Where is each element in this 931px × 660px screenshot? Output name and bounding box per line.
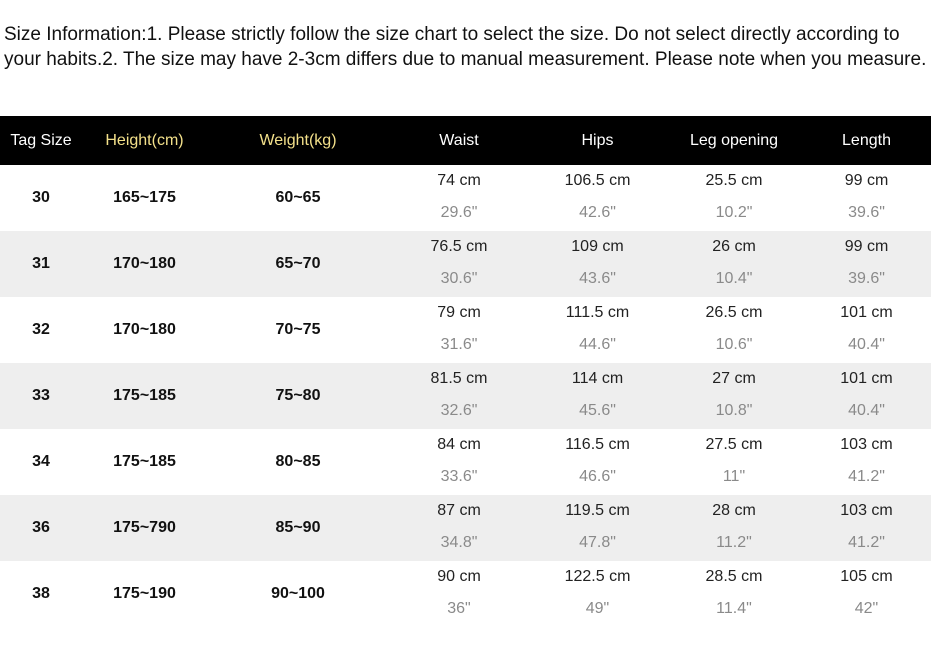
measurement-stack <box>666 297 802 363</box>
waist-cell <box>389 297 529 363</box>
cm-value: 76.5 cm <box>430 238 488 255</box>
inch-value: 44.6" <box>579 336 616 353</box>
tag-size-cell: 38 <box>32 585 50 602</box>
leg-opening-cell <box>666 165 802 231</box>
cm-value: 87 cm <box>437 502 481 519</box>
height-cell: 175~790 <box>113 519 176 536</box>
table-row <box>0 297 931 363</box>
cm-value: 114 cm <box>571 370 624 387</box>
measurement-stack <box>529 495 666 561</box>
height-cell: 165~175 <box>113 189 176 206</box>
height-cell: 175~185 <box>113 453 176 470</box>
tag-size-cell: 30 <box>32 189 50 206</box>
inch-value: 40.4" <box>848 336 885 353</box>
length-cell <box>802 495 931 561</box>
measurement-stack <box>389 363 529 429</box>
cm-value: 109 cm <box>571 238 624 255</box>
measurement-stack <box>529 165 666 231</box>
header-leg-opening: Leg opening <box>689 131 779 149</box>
cm-value: 119.5 cm <box>565 502 630 519</box>
inch-value: 41.2" <box>848 468 885 485</box>
table-row <box>0 429 931 495</box>
inch-value: 42" <box>854 600 879 617</box>
measurement-stack <box>802 363 931 429</box>
tag-size-cell: 36 <box>32 519 50 536</box>
cm-value: 116.5 cm <box>565 436 630 453</box>
cm-value: 28 cm <box>712 502 756 519</box>
measurement-stack <box>529 429 666 495</box>
inch-value: 34.8" <box>440 534 478 551</box>
inch-value: 42.6" <box>579 204 616 221</box>
cm-value: 27.5 cm <box>705 436 763 453</box>
cm-value: 105 cm <box>840 568 893 585</box>
table-row <box>0 363 931 429</box>
length-cell <box>802 561 931 627</box>
hips-cell <box>529 297 666 363</box>
inch-value: 30.6" <box>440 270 478 287</box>
header-height: Height(cm) <box>105 131 184 149</box>
height-cell: 170~180 <box>113 321 176 338</box>
tag-size-cell: 32 <box>32 321 50 338</box>
waist-cell <box>389 165 529 231</box>
measurement-stack <box>389 231 529 297</box>
header-hips: Hips <box>581 131 614 149</box>
length-cell <box>802 231 931 297</box>
table-row <box>0 165 931 231</box>
leg-opening-cell <box>666 363 802 429</box>
leg-opening-cell <box>666 297 802 363</box>
cm-value: 79 cm <box>437 304 481 321</box>
cm-value: 84 cm <box>437 436 481 453</box>
inch-value: 10.6" <box>715 336 753 353</box>
measurement-stack <box>802 231 931 297</box>
cm-value: 99 cm <box>844 238 889 255</box>
size-table <box>0 116 931 627</box>
measurement-stack <box>802 429 931 495</box>
measurement-stack <box>529 363 666 429</box>
header-tag-size: Tag Size <box>10 131 72 149</box>
table-row <box>0 231 931 297</box>
leg-opening-cell <box>666 495 802 561</box>
measurement-stack <box>389 495 529 561</box>
size-information-text: Size Information:1. Please strictly follow the size chart to select the size. Do not select directly according to your habits.2. The size may have 2-3cm differs due to manual measurement. Please note when you measure. <box>4 24 927 70</box>
inch-value: 39.6" <box>848 204 885 221</box>
cm-value: 101 cm <box>840 370 893 387</box>
length-cell <box>802 297 931 363</box>
hips-cell <box>529 495 666 561</box>
inch-value: 33.6" <box>440 468 478 485</box>
leg-opening-cell <box>666 429 802 495</box>
inch-value: 39.6" <box>848 270 885 287</box>
weight-cell: 90~100 <box>271 585 325 602</box>
cm-value: 90 cm <box>437 568 481 585</box>
measurement-stack <box>529 561 666 627</box>
header-weight: Weight(kg) <box>259 131 337 149</box>
hips-cell <box>529 231 666 297</box>
inch-value: 47.8" <box>579 534 616 551</box>
waist-cell <box>389 231 529 297</box>
hips-cell <box>529 165 666 231</box>
cm-value: 28.5 cm <box>705 568 763 585</box>
inch-value: 29.6" <box>440 204 478 221</box>
cm-value: 122.5 cm <box>564 568 631 585</box>
weight-cell: 80~85 <box>275 453 321 470</box>
weight-cell: 60~65 <box>275 189 321 206</box>
cm-value: 101 cm <box>840 304 893 321</box>
measurement-stack <box>666 561 802 627</box>
cm-value: 99 cm <box>844 172 889 189</box>
measurement-stack <box>666 429 802 495</box>
weight-cell: 85~90 <box>275 519 321 536</box>
measurement-stack <box>389 429 529 495</box>
inch-value: 10.8" <box>715 402 753 419</box>
table-row <box>0 495 931 561</box>
length-cell <box>802 363 931 429</box>
tag-size-cell: 33 <box>32 387 50 404</box>
cm-value: 74 cm <box>437 172 481 189</box>
inch-value: 11" <box>722 468 746 485</box>
cm-value: 27 cm <box>712 370 756 387</box>
weight-cell: 65~70 <box>275 255 321 272</box>
inch-value: 36" <box>447 600 471 617</box>
measurement-stack <box>389 297 529 363</box>
cm-value: 81.5 cm <box>430 370 488 387</box>
inch-value: 46.6" <box>579 468 616 485</box>
length-cell <box>802 429 931 495</box>
waist-cell <box>389 495 529 561</box>
hips-cell <box>529 429 666 495</box>
waist-cell <box>389 561 529 627</box>
measurement-stack <box>802 561 931 627</box>
table-row <box>0 561 931 627</box>
hips-cell <box>529 363 666 429</box>
weight-cell: 75~80 <box>275 387 321 404</box>
measurement-stack <box>666 495 802 561</box>
table-header-row <box>0 116 931 165</box>
inch-value: 31.6" <box>440 336 478 353</box>
tag-size-cell: 34 <box>32 453 50 470</box>
measurement-stack <box>389 561 529 627</box>
table-body <box>0 165 931 627</box>
inch-value: 40.4" <box>848 402 885 419</box>
waist-cell <box>389 429 529 495</box>
inch-value: 11.4" <box>716 600 752 617</box>
leg-opening-cell <box>666 561 802 627</box>
waist-cell <box>389 363 529 429</box>
measurement-stack <box>666 231 802 297</box>
cm-value: 103 cm <box>840 436 893 453</box>
cm-value: 25.5 cm <box>705 172 763 189</box>
weight-cell: 70~75 <box>275 321 321 338</box>
measurement-stack <box>389 165 529 231</box>
measurement-stack <box>802 165 931 231</box>
inch-value: 45.6" <box>579 402 616 419</box>
measurement-stack <box>666 165 802 231</box>
header-length: Length <box>842 131 891 149</box>
inch-value: 10.2" <box>715 204 753 221</box>
inch-value: 49" <box>585 600 610 617</box>
cm-value: 26 cm <box>712 238 756 255</box>
measurement-stack <box>529 231 666 297</box>
size-chart <box>0 116 931 627</box>
inch-value: 43.6" <box>579 270 616 287</box>
length-cell <box>802 165 931 231</box>
header-waist: Waist <box>439 131 479 149</box>
cm-value: 111.5 cm <box>565 304 630 321</box>
hips-cell <box>529 561 666 627</box>
cm-value: 26.5 cm <box>705 304 763 321</box>
leg-opening-cell <box>666 231 802 297</box>
cm-value: 106.5 cm <box>564 172 631 189</box>
inch-value: 10.4" <box>715 270 753 287</box>
inch-value: 32.6" <box>440 402 478 419</box>
measurement-stack <box>529 297 666 363</box>
measurement-stack <box>802 495 931 561</box>
height-cell: 175~190 <box>113 585 176 602</box>
measurement-stack <box>802 297 931 363</box>
inch-value: 11.2" <box>716 534 752 551</box>
measurement-stack <box>666 363 802 429</box>
inch-value: 41.2" <box>848 534 885 551</box>
height-cell: 175~185 <box>113 387 176 404</box>
height-cell: 170~180 <box>113 255 176 272</box>
cm-value: 103 cm <box>840 502 893 519</box>
tag-size-cell: 31 <box>32 255 50 272</box>
